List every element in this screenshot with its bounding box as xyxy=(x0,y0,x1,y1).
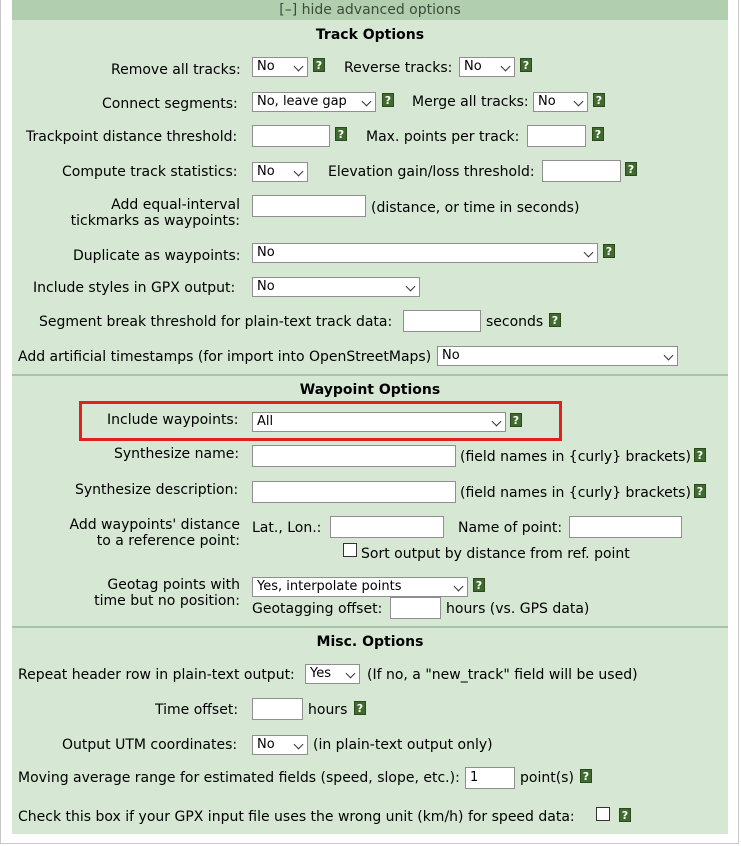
point-name-label: Name of point: xyxy=(458,520,563,536)
synthesize-name-label: Synthesize name: xyxy=(114,446,240,462)
section-divider xyxy=(12,374,728,376)
synthesize-name-note: (field names in {curly} brackets) xyxy=(460,449,691,465)
wrong-unit-checkbox[interactable] xyxy=(596,807,610,821)
sort-by-distance-label: Sort output by distance from ref. point xyxy=(361,546,630,562)
help-icon[interactable]: ? xyxy=(592,127,604,141)
geotag-offset-unit: hours (vs. GPS data) xyxy=(446,601,590,617)
artificial-timestamps-label: Add artificial timestamps (for import into OpenStreetMaps) xyxy=(18,349,432,365)
help-icon[interactable]: ? xyxy=(473,578,485,592)
merge-tracks-select[interactable]: No xyxy=(533,92,588,112)
repeat-header-note: (If no, a "new_track" field will be used) xyxy=(367,667,638,683)
segment-break-label: Segment break threshold for plain-text track data: xyxy=(39,314,393,330)
time-offset-unit: hours xyxy=(308,702,348,718)
time-offset-label: Time offset: xyxy=(155,702,239,718)
section-divider xyxy=(12,626,728,628)
help-icon[interactable]: ? xyxy=(694,448,706,462)
remove-tracks-select[interactable]: No xyxy=(252,57,308,77)
compute-stats-select[interactable]: No xyxy=(252,162,308,182)
help-icon[interactable]: ? xyxy=(619,808,631,822)
max-points-label: Max. points per track: xyxy=(366,129,520,145)
compute-stats-label: Compute track statistics: xyxy=(62,164,238,180)
help-icon[interactable]: ? xyxy=(354,701,366,715)
synthesize-description-label: Synthesize description: xyxy=(75,482,239,498)
help-icon[interactable]: ? xyxy=(625,162,637,176)
trackpoint-distance-input[interactable] xyxy=(252,125,330,147)
help-icon[interactable]: ? xyxy=(603,244,615,258)
reverse-tracks-label: Reverse tracks: xyxy=(344,60,453,76)
max-points-input[interactable] xyxy=(527,125,586,147)
latlon-label: Lat., Lon.: xyxy=(252,520,322,536)
trackpoint-distance-label: Trackpoint distance threshold: xyxy=(26,129,238,145)
sort-by-distance-checkbox[interactable] xyxy=(343,543,357,557)
point-name-input[interactable] xyxy=(569,516,682,538)
include-waypoints-select[interactable]: All xyxy=(252,412,506,432)
hide-advanced-toggle[interactable]: [–] hide advanced options xyxy=(12,0,728,20)
waypoint-options-title: Waypoint Options xyxy=(299,382,441,398)
duplicate-waypoints-label: Duplicate as waypoints: xyxy=(73,248,241,264)
reference-point-label: Add waypoints' distance to a reference point: xyxy=(69,517,240,549)
geotag-offset-label: Geotagging offset: xyxy=(252,601,383,617)
reverse-tracks-select[interactable]: No xyxy=(459,57,515,77)
synthesize-name-input[interactable] xyxy=(252,445,456,467)
tickmarks-note: (distance, or time in seconds) xyxy=(371,200,580,216)
synthesize-description-input[interactable] xyxy=(252,481,456,503)
help-icon[interactable]: ? xyxy=(313,58,325,72)
segment-break-input[interactable] xyxy=(403,310,481,332)
wrong-unit-label: Check this box if your GPX input file uses the wrong unit (km/h) for speed data: xyxy=(18,809,575,825)
help-icon[interactable]: ? xyxy=(335,127,347,141)
time-offset-input[interactable] xyxy=(252,698,303,720)
moving-average-label: Moving average range for estimated fields (speed, slope, etc.): xyxy=(18,770,460,786)
include-styles-label: Include styles in GPX output: xyxy=(33,280,236,296)
help-icon[interactable]: ? xyxy=(593,93,605,107)
utm-select[interactable]: No xyxy=(252,735,308,755)
help-icon[interactable]: ? xyxy=(520,58,532,72)
remove-tracks-label: Remove all tracks: xyxy=(111,62,241,78)
include-styles-select[interactable]: No xyxy=(252,277,420,297)
track-options-title: Track Options xyxy=(315,27,425,43)
elevation-threshold-input[interactable] xyxy=(542,160,621,182)
artificial-timestamps-select[interactable]: No xyxy=(437,346,678,366)
repeat-header-select[interactable]: Yes xyxy=(305,664,360,684)
geotag-select[interactable]: Yes, interpolate points xyxy=(252,577,468,597)
segment-break-unit: seconds xyxy=(486,314,544,330)
duplicate-waypoints-select[interactable]: No xyxy=(252,243,598,263)
merge-tracks-label: Merge all tracks: xyxy=(412,94,529,110)
elevation-threshold-label: Elevation gain/loss threshold: xyxy=(328,164,535,180)
geotag-offset-input[interactable] xyxy=(390,597,441,619)
include-waypoints-label: Include waypoints: xyxy=(107,412,239,428)
synthesize-description-note: (field names in {curly} brackets) xyxy=(460,485,691,501)
moving-average-input[interactable]: 1 xyxy=(465,767,515,789)
misc-options-title: Misc. Options xyxy=(316,634,424,650)
advanced-options-panel xyxy=(12,0,728,834)
moving-average-unit: point(s) xyxy=(520,770,574,786)
help-icon[interactable]: ? xyxy=(510,413,522,427)
help-icon[interactable]: ? xyxy=(694,484,706,498)
tickmarks-label: Add equal-interval tickmarks as waypoints: xyxy=(70,197,240,229)
tickmarks-input[interactable] xyxy=(252,195,366,217)
help-icon[interactable]: ? xyxy=(549,313,561,327)
help-icon[interactable]: ? xyxy=(382,93,394,107)
repeat-header-label: Repeat header row in plain-text output: xyxy=(18,667,295,683)
utm-label: Output UTM coordinates: xyxy=(62,737,238,753)
help-icon[interactable]: ? xyxy=(580,769,592,783)
geotag-label: Geotag points with time but no position: xyxy=(94,577,240,609)
utm-note: (in plain-text output only) xyxy=(313,737,493,753)
connect-segments-select[interactable]: No, leave gap xyxy=(252,92,376,112)
connect-segments-label: Connect segments: xyxy=(102,96,238,112)
latlon-input[interactable] xyxy=(330,516,444,538)
